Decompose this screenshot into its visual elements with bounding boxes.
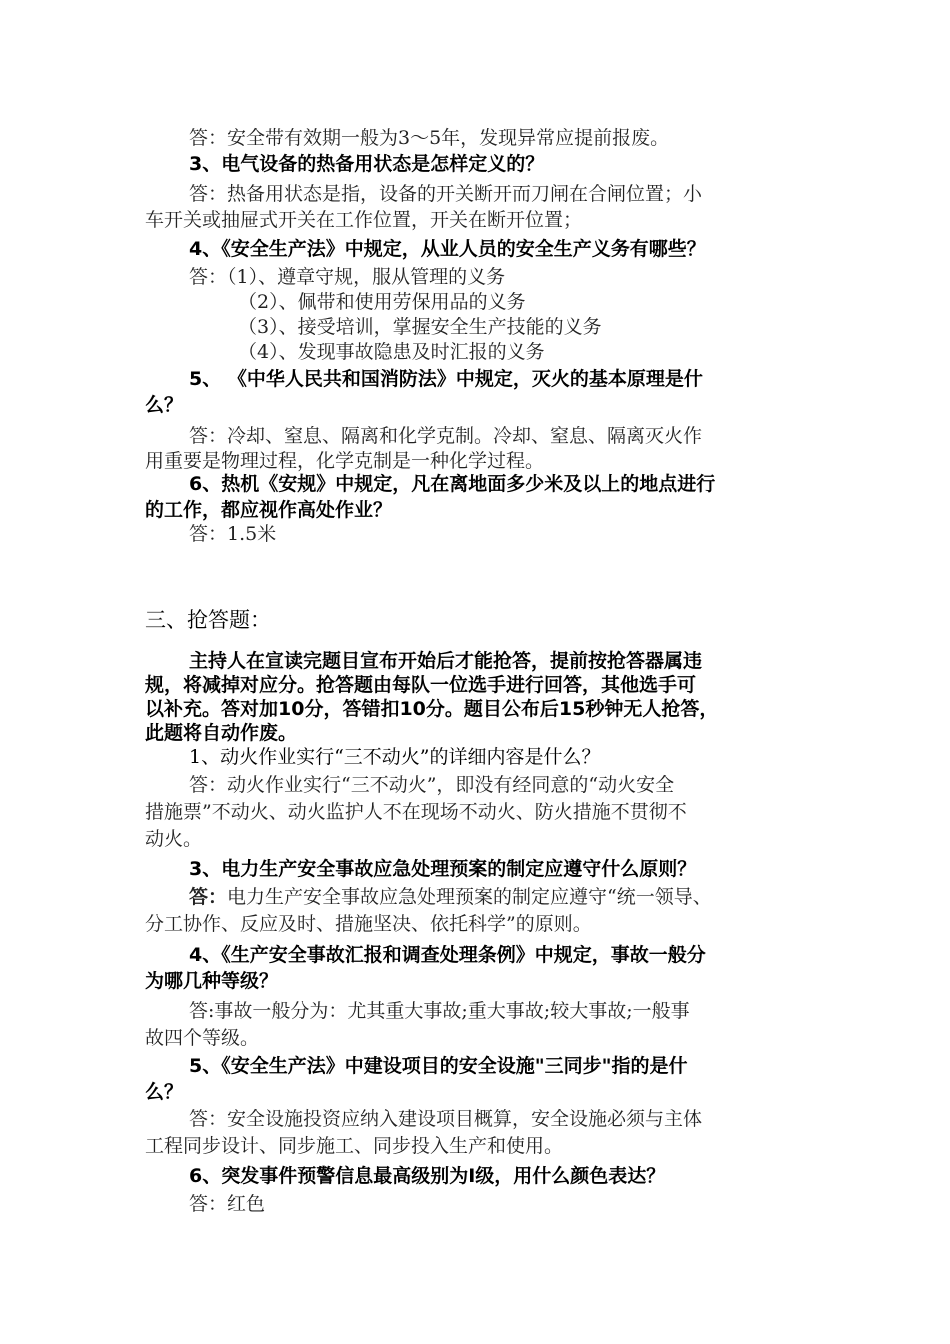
question-5-line-1: 5、 《中华人民共和国消防法》中规定，灭火的基本原理是什 [189,368,703,390]
quick-answer-1-line-3: 动火。 [145,828,203,850]
answer-2: 答：安全带有效期一般为3～5年，发现异常应提前报废。 [189,127,670,149]
quick-question-5-line-1: 5、《安全生产法》中建设项目的安全设施"三同步"指的是什 [189,1055,688,1077]
rules-line-4: 此题将自动作废。 [145,722,298,744]
quick-answer-4-line-2: 故四个等级。 [145,1027,260,1049]
answer-4-line-1: 答：（1）、遵章守规，服从管理的义务 [189,266,506,288]
quick-answer-5-line-1: 答：安全设施投资应纳入建设项目概算，安全设施必须与主体 [189,1108,703,1130]
question-5-line-2: 么？ [145,394,184,416]
answer-text: 电力生产安全事故应急处理预案的制定应遵守“统一领导、 [227,886,712,908]
quick-answer-3-line-2: 分工协作、反应及时、措施坚决、依托科学”的原则。 [145,913,592,935]
quick-question-4-line-2: 为哪几种等级？ [145,970,279,992]
quick-answer-1-line-1: 答：动火作业实行“三不动火”，即没有经同意的“动火安全 [189,774,675,796]
section-heading: 三、抢答题： [145,608,271,632]
answer-5-line-1: 答：冷却、窒息、隔离和化学克制。冷却、窒息、隔离灭火作 [189,425,703,447]
rules-line-1: 主持人在宣读完题目宣布开始后才能抢答，提前按抢答器属违 [189,650,703,672]
quick-answer-5-line-2: 工程同步设计、同步施工、同步投入生产和使用。 [145,1135,564,1157]
answer-3-line-1: 答：热备用状态是指，设备的开关断开而刀闸在合闸位置；小 [189,183,703,205]
quick-question-1: 1、动火作业实行“三不动火”的详细内容是什么？ [189,746,601,768]
question-6-line-2: 的工作，都应视作高处作业？ [145,499,393,521]
quick-answer-1-line-2: 措施票”不动火、动火监护人不在现场不动火、防火措施不贯彻不 [145,801,687,823]
quick-question-3: 3、电力生产安全事故应急处理预案的制定应遵守什么原则？ [189,858,697,880]
quick-question-6: 6、突发事件预警信息最高级别为Ⅰ级，用什么颜色表达？ [189,1165,666,1187]
answer-label: 答： [189,886,228,908]
answer-5-line-2: 用重要是物理过程，化学克制是一种化学过程。 [145,450,545,472]
question-4: 4、《安全生产法》中规定，从业人员的安全生产义务有哪些？ [189,238,706,260]
question-6-line-1: 6、热机《安规》中规定，凡在离地面多少米及以上的地点进行 [189,473,716,495]
quick-answer-3-line-1 [189,884,849,910]
question-3: 3、电气设备的热备用状态是怎样定义的？ [189,153,545,175]
rules-line-3: 以补充。答对加10分，答错扣10分。题目公布后15秒钟无人抢答， [145,698,719,720]
quick-question-4-line-1: 4、《生产安全事故汇报和调查处理条例》中规定，事故一般分 [189,944,706,966]
answer-6: 答：1.5米 [189,523,277,545]
answer-3-line-2: 车开关或抽屉式开关在工作位置，开关在断开位置； [145,209,583,231]
answer-4-line-3: （3）、接受培训，掌握安全生产技能的义务 [238,316,602,338]
answer-4-line-4: （4）、发现事故隐患及时汇报的义务 [238,341,545,363]
rules-line-2: 规，将减掉对应分。抢答题由每队一位选手进行回答，其他选手可 [145,674,697,696]
quick-question-5-line-2: 么？ [145,1081,184,1103]
quick-answer-6: 答：红色 [189,1193,266,1215]
quick-answer-4-line-1: 答:事故一般分为：尤其重大事故;重大事故;较大事故;一般事 [189,1000,690,1022]
answer-4-line-2: （2）、佩带和使用劳保用品的义务 [238,291,526,313]
